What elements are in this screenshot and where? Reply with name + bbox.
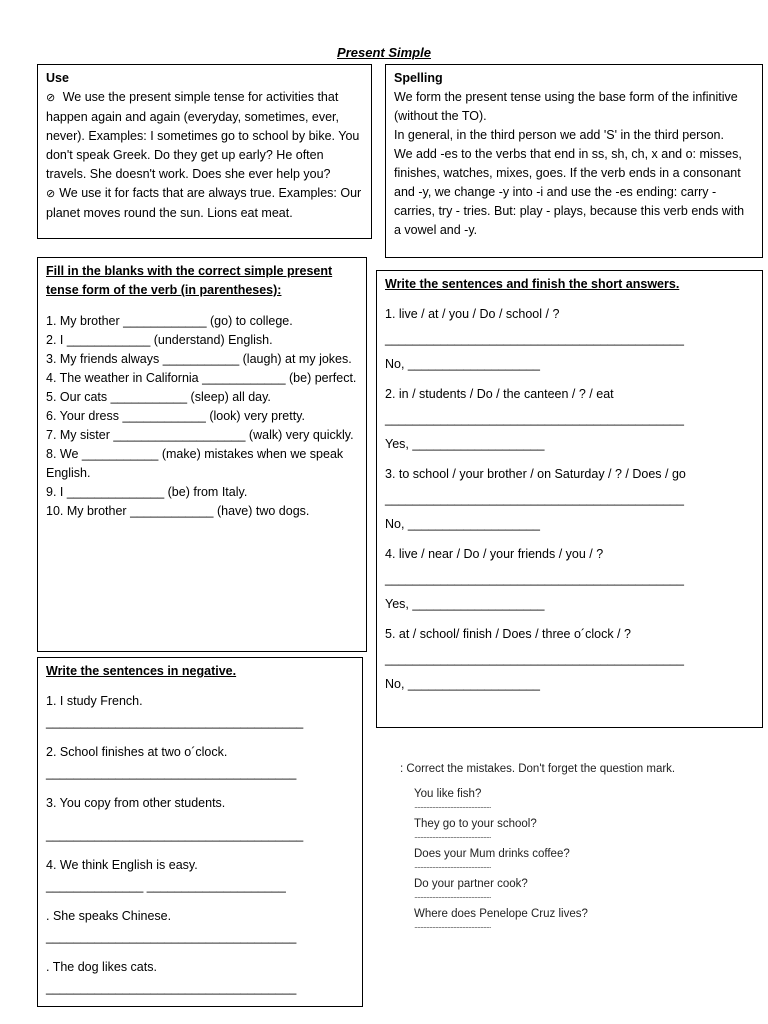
correct-item: Where does Penelope Cruz lives?: [414, 908, 588, 920]
short-question: 5. at / school/ finish / Does / three o´clock / ?: [385, 627, 631, 641]
negative-box: [37, 657, 363, 1007]
negative-sentence: . She speaks Chinese.: [46, 909, 172, 923]
negative-item: [46, 958, 354, 998]
answer-line: ______________ ____________________: [46, 879, 286, 893]
answer-line: ____________________________________: [46, 981, 297, 995]
negative-item: [46, 907, 354, 947]
page-title: Present Simple: [337, 45, 431, 60]
dotted-line: ...................................................: [414, 860, 491, 870]
short-answers-box: [376, 270, 763, 728]
answer-line: _____________________________________: [46, 715, 304, 729]
answer-line: ___________________________________________: [385, 412, 684, 426]
negative-item: [46, 692, 354, 732]
short-answer: Yes, ___________________: [385, 437, 545, 451]
short-question: 3. to school / your brother / on Saturday / ? / Does / go: [385, 467, 686, 481]
fill-blanks-box: [37, 257, 367, 652]
dotted-line: ...................................................: [414, 890, 491, 900]
answer-line: ___________________________________________: [385, 492, 684, 506]
short-item: [385, 305, 754, 374]
use-para-2: [46, 184, 363, 223]
short-question: 4. live / near / Do / your friends / you / ?: [385, 547, 604, 561]
fill-item: 6. Your dress ____________ (look) very pretty.: [46, 409, 305, 423]
short-answer: No, ___________________: [385, 677, 541, 691]
use-para-1: [46, 88, 363, 184]
correct-mistakes-section: [398, 760, 698, 929]
use-text-1: We use the present simple tense for activities that happen again and again (everyday, sometimes, ever, never). Examples: I sometimes go to school by bike. You don't speak Greek. Do they get up early? He often travels. She doesn't work. Does she ever help you?: [46, 90, 360, 181]
answer-line: _____________________________________: [46, 828, 304, 842]
short-item: [385, 545, 754, 614]
correct-item: They go to your school?: [414, 818, 537, 830]
negative-sentence: 2. School finishes at two o´clock.: [46, 745, 228, 759]
negative-item: [46, 794, 354, 845]
fill-item: 9. I ______________ (be) from Italy.: [46, 485, 248, 499]
use-box: [37, 64, 372, 239]
negative-sentence: 3. You copy from other students.: [46, 796, 226, 810]
answer-line: ___________________________________________: [385, 652, 684, 666]
short-item: [385, 385, 754, 454]
short-answer: No, ___________________: [385, 517, 541, 531]
negative-heading: Write the sentences in negative.: [46, 664, 237, 678]
short-question: 2. in / students / Do / the canteen / ? / eat: [385, 387, 614, 401]
fill-item: 8. We ___________ (make) mistakes when we speak English.: [46, 447, 344, 480]
fill-item: 5. Our cats ___________ (sleep) all day.: [46, 390, 271, 404]
use-text-2: We use it for facts that are always true. Examples: Our planet moves round the sun. Lions eat meat.: [46, 186, 362, 220]
correct-item: Do your partner cook?: [414, 878, 528, 890]
correct-heading: : Correct the mistakes. Don't forget the question mark.: [400, 763, 676, 775]
spelling-box: [385, 64, 763, 258]
spelling-para-3: We add -es to the verbs that end in ss, sh, ch, x and o: misses, finishes, watches, mixes, goes. If the verb ends in a consonant and -y, we change -y into -i and use the -es ending: carry - carries, try - tries. But: play - plays, because this verb ends with a vowel and -y.: [394, 147, 745, 237]
fill-item: 2. I ____________ (understand) English.: [46, 333, 273, 347]
negative-sentence: 4. We think English is easy.: [46, 858, 198, 872]
negative-sentence: 1. I study French.: [46, 694, 143, 708]
short-answer: No, ___________________: [385, 357, 541, 371]
short-heading: Write the sentences and finish the short answers.: [385, 277, 680, 291]
bullet-icon: ⊘: [46, 188, 56, 200]
correct-item: Does your Mum drinks coffee?: [414, 848, 570, 860]
dotted-line: ...................................................: [414, 800, 491, 810]
answer-line: ___________________________________________: [385, 332, 684, 346]
short-answer: Yes, ___________________: [385, 597, 545, 611]
answer-line: ____________________________________: [46, 930, 297, 944]
bullet-icon: ⊘: [46, 92, 56, 104]
spelling-para-1: We form the present tense using the base form of the infinitive (without the TO).: [394, 90, 738, 123]
negative-item: [46, 743, 354, 783]
dotted-line: ...................................................: [414, 920, 491, 930]
fill-item: 1. My brother ____________ (go) to college.: [46, 314, 293, 328]
dotted-line: ...................................................: [414, 830, 491, 840]
short-item: [385, 625, 754, 694]
answer-line: ____________________________________: [46, 766, 297, 780]
fill-heading: Fill in the blanks with the correct simple present tense form of the verb (in parentheses):: [46, 264, 333, 297]
negative-sentence: . The dog likes cats.: [46, 960, 157, 974]
fill-item: 4. The weather in California ____________ (be) perfect.: [46, 371, 357, 385]
fill-item: 3. My friends always ___________ (laugh) at my jokes.: [46, 352, 352, 366]
short-item: [385, 465, 754, 534]
negative-item: [46, 856, 354, 896]
fill-list: [46, 312, 358, 521]
spelling-heading: Spelling: [394, 71, 443, 85]
short-question: 1. live / at / you / Do / school / ?: [385, 307, 560, 321]
answer-line: ___________________________________________: [385, 572, 684, 586]
fill-item: 10. My brother ____________ (have) two dogs.: [46, 504, 310, 518]
fill-item: 7. My sister ___________________ (walk) very quickly.: [46, 428, 354, 442]
use-heading: Use: [46, 71, 69, 85]
correct-item: You like fish?: [414, 788, 482, 800]
spelling-para-2: In general, in the third person we add 'S' in the third person.: [394, 128, 724, 142]
